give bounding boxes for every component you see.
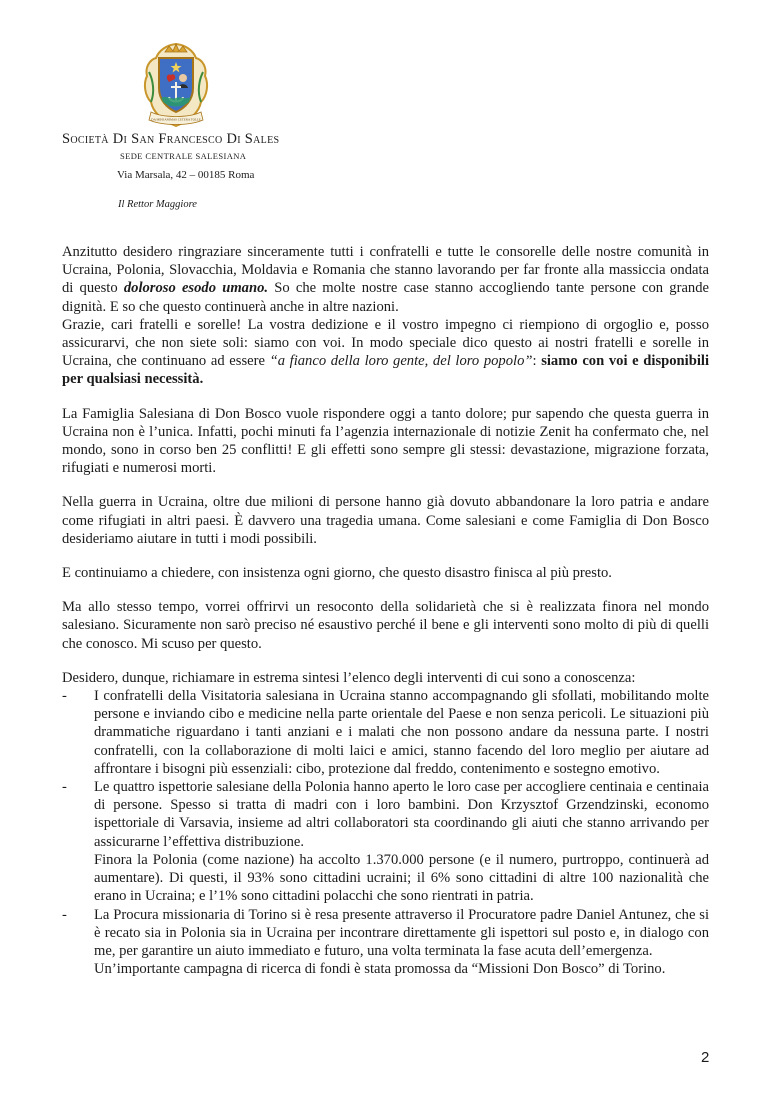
paragraph-thanks — [62, 243, 709, 316]
paragraph-solidarity-report: Ma allo stesso tempo, vorrei offrirvi un resoconto della solidarietà che si è realizzata finora nel mondo salesiano. Sicuramente non sarò preciso né esaustivo perché il bene e gli interventi sono molto di più di quelli che conosco. Mi scuso per questo. — [62, 599, 709, 652]
quote-alongside-people: “a fianco della loro gente, del loro popolo” — [269, 353, 533, 370]
list-item — [62, 778, 709, 905]
list-dash: - — [62, 688, 67, 705]
paragraph-gratitude-text: Grazie, cari fratelli e sorelle! La vostra dedizione e il vostro impegno ci riempiono di orgoglio e, posso assicurarvi, che non siete soli: siamo con voi. In modo speciale dico questo ai nostri fratelli e sorelle in Ucraina, che continuano ad essere — [62, 316, 709, 370]
list-item — [62, 906, 709, 979]
interventions-list — [62, 687, 709, 978]
paragraph-continue-asking: E continuiamo a chiedere, con insistenza ogni giorno, che questo disastro finisca al più presto. — [62, 565, 612, 582]
paragraph-thanks-text: Anzitutto desidero ringraziare sinceramente tutti i confratelli e tutte le consorelle delle nostre comunità in Ucraina, Polonia, Slovacchia, Moldavia e Romania che stanno lavorando per far fronte alla massiccia ondata di questo — [62, 244, 709, 297]
paragraph-thanks-text-end: So che molte nostre case stanno accogliendo tante persone con grande dignità. E so che questo continuerà anche in altre nazioni. — [62, 280, 709, 315]
emphasis-exodus: doloroso esodo umano. — [123, 280, 269, 297]
list-item-extra-text: Finora la Polonia (come nazione) ha accolto 1.370.000 persone (e il numero, purtroppo, continuerà ad aumentare). Di questi, il 93% sono cittadini ucraini; il 6% sono cittadini di altre 100 nazionalità che erano in Ucraina; e l’1% sono cittadini polacchi che sono rientrati in patria. — [94, 851, 709, 905]
list-item-text: La Procura missionaria di Torino si è resa presente attraverso il Procuratore padre Daniel Antunez, che si è recato sia in Polonia sia in Ucraina per incontrare direttamente gli ispettori sul posto e, in dialogo con me, per garantire un aiuto immediato e futuro, una volta terminata la fase acuta dell’emergenza. — [94, 906, 709, 959]
paragraph-gratitude — [62, 316, 709, 389]
paragraph-gratitude-colon: : — [532, 353, 542, 370]
letter-body — [62, 243, 709, 978]
organization-subtitle: SEDE CENTRALE SALESIANA — [120, 151, 247, 161]
list-item-extra-text: Un’importante campagna di ricerca di fondi è stata promossa da “Missioni Don Bosco” di Torino. — [94, 961, 666, 978]
list-item — [62, 687, 709, 778]
list-dash: - — [62, 906, 67, 923]
crest-motto: DA MIHI ANIMAS CETERA TOLLE — [151, 117, 201, 122]
list-item-text: I confratelli della Visitatoria salesiana in Ucraina stanno accompagnando gli sfollati, mobilitando molte persone e inviando cibo e medicine nella parte orientale del Paese e non senza pericoli. Le situazioni più drammatiche riguardano i tanti anziani e i malati che non possono andare da nessuna parte. I nostri confratelli, con la collaborazione di molti laici e amici, stanno facendo del loro meglio per aiutare ad affrontare i bisogni più essenziali: cibo, protezione dal freddo, contenimento e sostegno emotivo. — [94, 688, 709, 777]
organization-name: Società Di San Francesco Di Sales — [62, 131, 280, 147]
signature-role: Il Rettor Maggiore — [118, 199, 197, 210]
page-number: 2 — [701, 1049, 710, 1066]
paragraph-salesian-family: La Famiglia Salesiana di Don Bosco vuole rispondere oggi a tanto dolore; pur sapendo che questa guerra in Ucraina non è l’unica. Infatti, pochi minuti fa l’agenzia internazionale di notizie Zenit ha confermato che, nel mondo, sono in corso ben 25 conflitti! E gli effetti sono sempre gli stessi: devastazione, migrazione forzata, rifugiati e numerosi morti. — [62, 405, 709, 477]
paragraph-interventions-intro: Desidero, dunque, richiamare in estrema sintesi l’elenco degli interventi di cui sono a conoscenza: — [62, 669, 636, 686]
salesian-crest-logo — [141, 42, 211, 128]
organization-address: Via Marsala, 42 – 00185 Roma — [117, 169, 255, 181]
emphasis-we-are-with-you: siamo con voi e disponibili per qualsiasi necessità. — [62, 353, 710, 388]
list-dash: - — [62, 779, 67, 796]
paragraph-ukraine-war: Nella guerra in Ucraina, oltre due milioni di persone hanno già dovuto abbandonare la loro patria e andare come rifugiati in altri paesi. È davvero una tragedia umana. Come salesiani e come Famiglia di Don Bosco desideriamo aiutare in tutti i modi possibili. — [62, 494, 709, 547]
list-item-text: Le quattro ispettorie salesiane della Polonia hanno aperto le loro case per accogliere centinaia e centinaia di persone. Spesso si tratta di madri con i loro bambini. Don Krzysztof Grzendzinski, economo ispettoriale di Varsavia, insieme ad altri collaboratori sta coordinando gli aiuti che stanno arrivando per assicurarne l’effettiva distribuzione. — [94, 779, 709, 850]
